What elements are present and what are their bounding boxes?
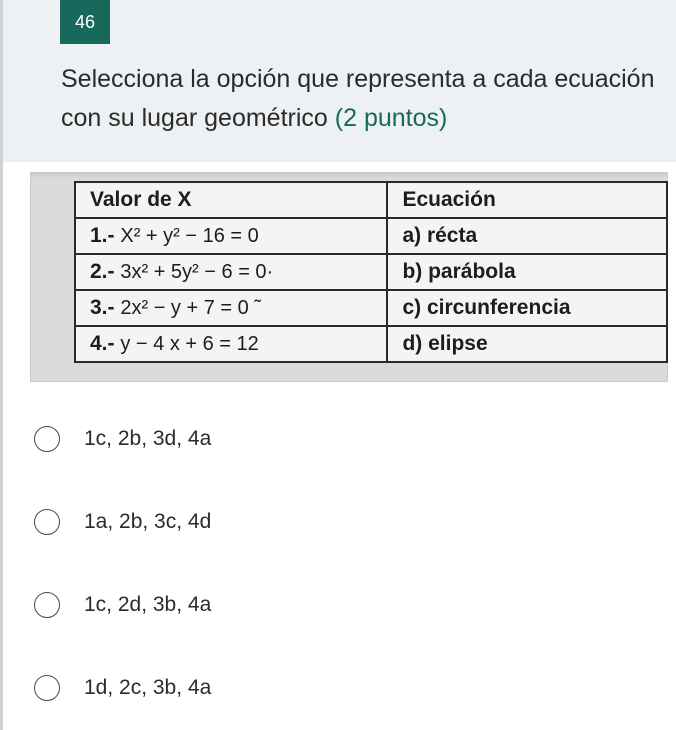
- option-label: 1a, 2b, 3c, 4d: [84, 510, 212, 533]
- header-ecuacion: Ecuación: [387, 182, 667, 218]
- photo-edge: [30, 172, 668, 178]
- prompt-text: Selecciona la opción que representa a cada ecuación con su lugar geométrico: [61, 65, 655, 132]
- row-label: 4.-: [90, 332, 115, 355]
- row-2-equation-cell: [75, 254, 387, 290]
- row-label: 3.-: [90, 296, 115, 319]
- option-label: 1d, 2c, 3b, 4a: [84, 676, 212, 699]
- row-3-option: c) circunferencia: [387, 290, 667, 326]
- equation: 2x² − y + 7 = 0 ˜: [120, 297, 261, 319]
- question-number-badge: [60, 0, 110, 44]
- table-row: [75, 290, 667, 326]
- answer-option[interactable]: [34, 669, 434, 707]
- equations-table: [74, 181, 668, 363]
- equation: X² + y² − 16 = 0: [120, 225, 259, 247]
- radio-button-icon[interactable]: [34, 509, 60, 535]
- option-label: 1c, 2b, 3d, 4a: [84, 427, 212, 450]
- equation: 3x² + 5y² − 6 = 0·: [120, 261, 274, 283]
- row-4-equation-cell: [75, 326, 387, 362]
- option-label: 1c, 2d, 3b, 4a: [84, 593, 212, 616]
- table-row: [75, 326, 667, 362]
- radio-button-icon[interactable]: [34, 592, 60, 618]
- row-2-option: b) parábola: [387, 254, 667, 290]
- answer-option[interactable]: [34, 420, 434, 458]
- row-1-equation-cell: [75, 218, 387, 254]
- answer-option[interactable]: [34, 586, 434, 624]
- question-number: 46: [74, 11, 96, 32]
- row-4-option: d) elipse: [387, 326, 667, 362]
- row-1-option: a) récta: [387, 218, 667, 254]
- radio-button-icon[interactable]: [34, 675, 60, 701]
- row-label: 1.-: [90, 224, 115, 247]
- row-3-equation-cell: [75, 290, 387, 326]
- header-valor: Valor de X: [75, 182, 387, 218]
- points-label: (2 puntos): [334, 104, 448, 132]
- answer-option[interactable]: [34, 503, 434, 541]
- row-label: 2.-: [90, 260, 115, 283]
- question-prompt: [61, 60, 661, 138]
- equation: y − 4 x + 6 = 12: [120, 333, 259, 355]
- table-row: [75, 218, 667, 254]
- table-row: [75, 254, 667, 290]
- question-image: [30, 172, 668, 382]
- radio-button-icon[interactable]: [34, 426, 60, 452]
- table-header-row: [75, 182, 667, 218]
